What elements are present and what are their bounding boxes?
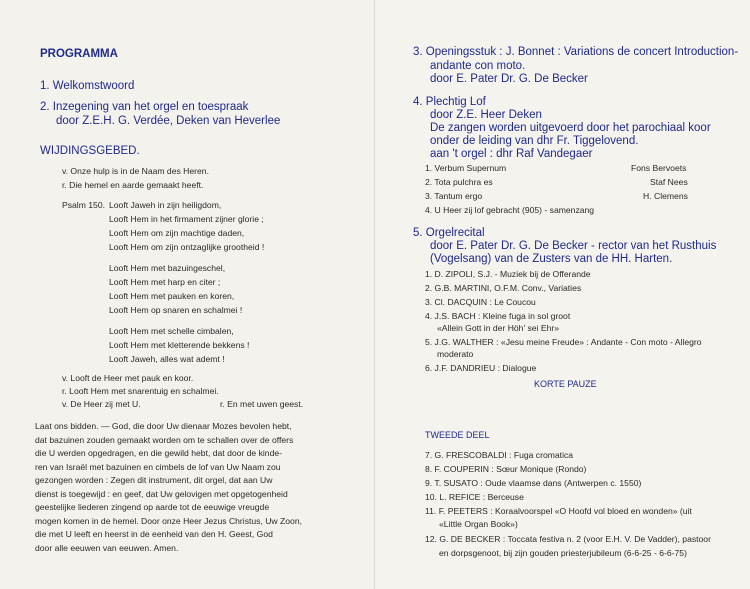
second-part-line: 9. T. SUSATO : Oude vlaamse dans (Antwerpen c. 1550) — [425, 478, 642, 488]
psalm-line: Looft Hem in het firmament zijner glorie ; — [109, 214, 264, 224]
psalm-line: Looft Hem met pauken en koren, — [109, 291, 235, 301]
lof-item-composer: Staf Nees — [650, 177, 688, 187]
prayer-line: door alle eeuwen van eeuwen. Amen. — [35, 542, 179, 553]
recital-line: 1. D. ZIPOLI, S.J. - Muziek bij de Offerande — [425, 269, 591, 279]
prayer-line: die U werden opgedragen, en die gewild hebt, dat door de kinde- — [35, 448, 283, 458]
recital-line: «Allein Gott in der Höh' sei Ehr» — [437, 323, 560, 333]
right-page — [375, 0, 750, 589]
versicle-3-r: r. En met uwen geest. — [220, 399, 304, 409]
program-item-4-line4: onder de leiding van dhr Fr. Tiggelovend. — [430, 135, 639, 147]
second-part-line: «Little Organ Book») — [439, 519, 518, 529]
recital-line: 3. Cl. DACQUIN : Le Coucou — [425, 297, 536, 307]
prayer-line: dat bazuinen zouden gemaakt worden om te schallen over de offers — [35, 434, 294, 445]
second-part-line: 7. G. FRESCOBALDI : Fuga cromatica — [425, 450, 574, 460]
program-item-1: 1. Welkomstwoord — [40, 80, 135, 92]
prayer-line: die met U leeft en heerst in de eenheid van den H. Geest, God — [35, 529, 273, 539]
lof-item-composer: H. Clemens — [643, 191, 688, 201]
program-item-4-line1: 4. Plechtig Lof — [413, 96, 486, 108]
recital-line: 5. J.G. WALTHER : «Jesu meine Freude» : Andante - Con moto - Allegro — [425, 337, 702, 347]
psalm-label: Psalm 150. — [62, 200, 105, 210]
versicle-2-v: v. Looft de Heer met pauk en koor. — [62, 373, 194, 383]
program-item-5-line2: door E. Pater Dr. G. De Becker - rector van het Rusthuis — [430, 240, 717, 252]
lof-item-title: 3. Tantum ergo — [425, 191, 483, 201]
psalm-line: Looft Hem om zijn ontzaglijke grootheid ! — [109, 242, 265, 252]
versicle-3-v: v. De Heer zij met U. — [62, 399, 141, 409]
program-item-3-line1: 3. Openingsstuk : J. Bonnet : Variations de concert Introduction- — [413, 46, 739, 58]
program-item-3-line3: door E. Pater Dr. G. De Becker — [430, 73, 588, 85]
wijdingsgebed-heading: WIJDINGSGEBED. — [40, 145, 140, 157]
versicle-2-r: r. Looft Hem met snarentuig en schalmei. — [62, 386, 219, 396]
lof-item-title: 1. Verbum Supernum — [425, 163, 507, 173]
prayer-line: mogen komen in de hemel. Door onze Heer Jezus Christus, Uw Zoon, — [35, 515, 303, 526]
prayer-line: gezongen worden : Zegen dit instrument, dit orgel, dat aan Uw — [35, 475, 273, 485]
lof-item-title: 4. U Heer zij lof gebracht (905) - samenzang — [425, 205, 595, 215]
program-item-2-line2: door Z.E.H. G. Verdée, Deken van Heverlee — [56, 115, 281, 127]
psalm-line: Looft Jaweh, alles wat ademt ! — [109, 354, 225, 364]
prayer-line: geestelijke liederen zingend op aarde tot de eeuwige vreugde — [35, 502, 270, 512]
closing-prayer — [35, 420, 345, 555]
versicle-1-v: v. Onze hulp is in de Naam des Heren. — [62, 166, 209, 176]
prayer-line: ren van Israël met bazuinen en cimbels de lof van Uw Naam zou — [35, 461, 281, 472]
program-item-4-line2: door Z.E. Heer Deken — [430, 109, 542, 121]
second-part-line: 11. F. PEETERS : Koraalvoorspel «O Hoofd vol bloed en wonden» (uit — [425, 506, 692, 516]
psalm-line: Looft Hem met kletterende bekkens ! — [109, 340, 250, 350]
programma-title: PROGRAMMA — [40, 48, 118, 60]
recital-line: 6. J.F. DANDRIEU : Dialogue — [425, 363, 537, 373]
psalm-line: Looft Hem met harp en citer ; — [109, 277, 221, 287]
lof-item-title: 2. Tota pulchra es — [425, 177, 493, 187]
program-item-5-line1: 5. Orgelrecital — [413, 227, 485, 239]
psalm-line: Looft Hem met schelle cimbalen, — [109, 326, 234, 336]
program-item-4-line5: aan 't orgel : dhr Raf Vandegaer — [430, 148, 593, 160]
recital-line: 4. J.S. BACH : Kleine fuga in sol groot — [425, 311, 571, 321]
psalm-line: Looft Hem om zijn machtige daden, — [109, 228, 245, 238]
psalm-line: Looft Hem met bazuingeschel, — [109, 263, 226, 273]
prayer-line: Laat ons bidden. — God, die door Uw dienaar Mozes bevolen hebt, — [35, 421, 292, 431]
korte-pauze: KORTE PAUZE — [534, 379, 597, 389]
recital-line: moderato — [437, 349, 474, 359]
tweede-deel-heading: TWEEDE DEEL — [425, 430, 490, 440]
psalm-line: Looft Hem op snaren en schalmei ! — [109, 305, 243, 315]
psalm-line: Looft Jaweh in zijn heiligdom, — [109, 200, 222, 210]
recital-line: 2. G.B. MARTINI, O.F.M. Conv., Variaties — [425, 283, 582, 293]
program-item-5-line3: (Vogelsang) van de Zusters van de HH. Harten. — [430, 253, 673, 265]
second-part-line: en dorpsgenoot, bij zijn gouden priesterjubileum (6-6-25 - 6-6-75) — [439, 548, 687, 558]
program-item-2-line1: 2. Inzegening van het orgel en toespraak — [40, 101, 249, 113]
program-item-3-line2: andante con moto. — [430, 60, 526, 72]
lof-item-composer: Fons Bervoets — [631, 163, 687, 173]
second-part-line: 10. L. REFICE : Berceuse — [425, 492, 524, 502]
second-part-line: 8. F. COUPERIN : Sœur Monique (Rondo) — [425, 464, 587, 474]
second-part-line: 12. G. DE BECKER : Toccata festiva n. 2 (voor E.H. V. De Vadder), pastoor — [425, 534, 711, 544]
prayer-line: dienst is toegewijd : en geef, dat Uw gelovigen met opgetogenheid — [35, 488, 288, 499]
versicle-1-r: r. Die hemel en aarde gemaakt heeft. — [62, 180, 204, 190]
program-item-4-line3: De zangen worden uitgevoerd door het parochiaal koor — [430, 122, 711, 134]
